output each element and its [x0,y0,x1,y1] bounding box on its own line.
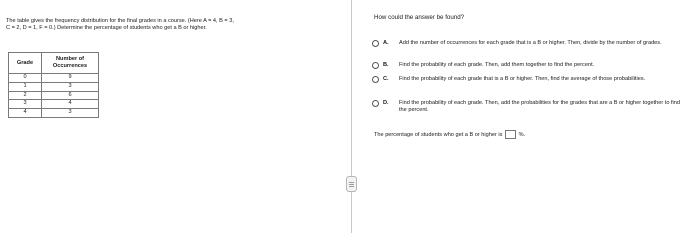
occurrences-header [42,53,99,74]
radio-button[interactable] [372,40,379,47]
radio-button[interactable] [372,62,379,69]
table-row [9,74,99,83]
option-text: Find the probability of each grade. Then, add them together to find the percent. [399,62,595,68]
answer-panel [353,0,700,233]
table-row [9,82,99,91]
occurrences-cell: 6 [42,91,99,100]
grade-cell: 0 [9,74,42,83]
table-row [9,109,99,118]
table-header-row [9,53,99,74]
radio-button[interactable] [372,100,379,107]
problem-statement [6,18,346,33]
problem-line-1: The table gives the frequency distribution for the final grades in a course. (Here A = 4, B = 3, [6,18,234,24]
option-text: Add the number of occurrences for each grade that is a B or higher. Then, divide by the number of grades. [399,40,662,46]
grade-cell: 4 [9,109,42,118]
occurrences-cell: 9 [42,74,99,83]
question-text: How could the answer be found? [374,14,465,21]
occurrences-cell: 4 [42,100,99,109]
occurrences-cell: 3 [42,82,99,91]
problem-panel [0,0,351,233]
grade-header: Grade [9,53,42,74]
option-letter: A. [383,40,389,46]
occurrences-header-line-2: Occurrences [52,63,88,69]
option-text: Find the probability of each grade that is a B or higher. Then, find the average of those probabilities. [399,76,646,82]
grade-cell: 1 [9,82,42,91]
grade-cell: 2 [9,91,42,100]
grade-cell: 3 [9,100,42,109]
option-letter: C. [383,76,389,82]
radio-button[interactable] [372,76,379,83]
frequency-table [8,52,99,118]
panel-divider [351,0,352,233]
option-letter: B. [383,62,389,68]
table-row [9,91,99,100]
problem-line-2: C = 2, D = 1, F = 0.) Determine the percentage of students who get a B or higher. [6,25,207,32]
option-letter: D. [383,100,389,106]
option-text: Find the probability of each grade. Then, add the probabilities for the grades that are a B or higher together to find the percent. [399,100,681,114]
occurrences-header-line-1: Number of [56,56,84,62]
answer-line [374,130,525,140]
answer-unit: %. [518,131,526,138]
table-row [9,100,99,109]
answer-prefix: The percentage of students who get a B or higher is [374,131,503,138]
answer-input[interactable] [505,130,516,139]
occurrences-cell: 3 [42,109,99,118]
